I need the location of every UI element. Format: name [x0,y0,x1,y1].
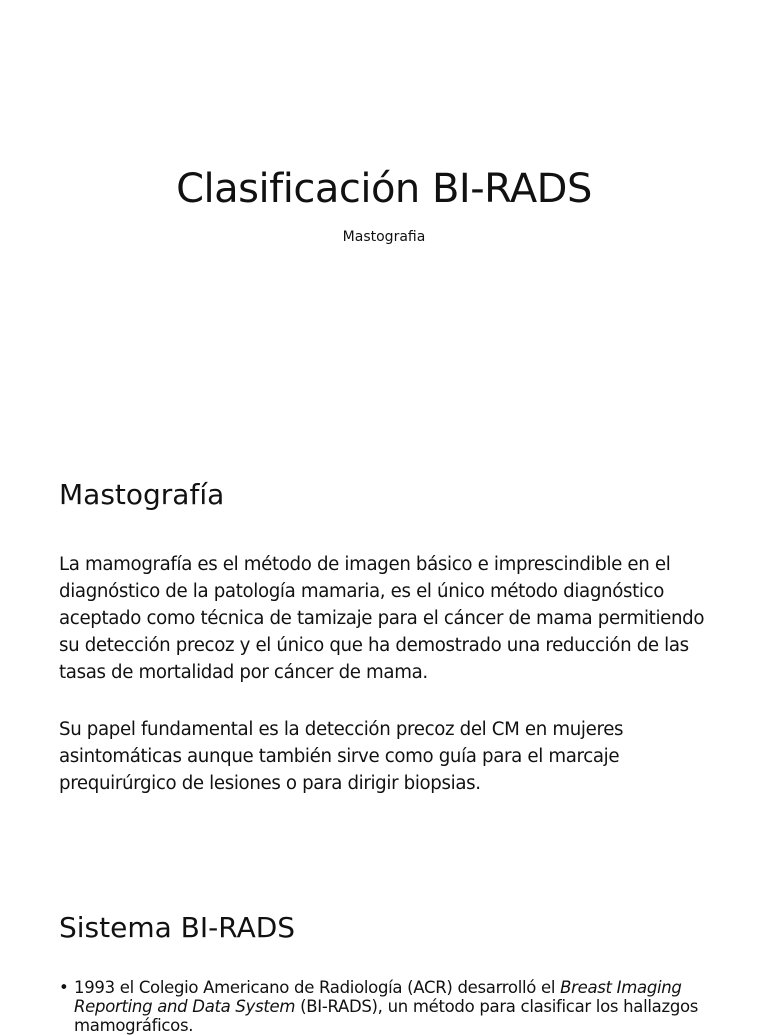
bullet-text: (BI-RADS), un método para clasificar los hallazgos mamográficos. [74,997,699,1035]
bullet-text-italic: Breast Imaging Reporting and Data System [74,978,682,1016]
presentation-subtitle: Mastografia [342,229,426,245]
slide-heading: Mastografía [59,478,225,511]
bullet-marker: • [59,978,69,997]
bullet-item [59,978,719,1035]
bullet-list [59,978,719,1035]
slide-mastografia [0,432,768,864]
body-paragraph-2: Su papel fundamental es la detección precoz del CM en mujeres asintomáticas aunque también sirve como guía para el marcaje prequirúrgico de lesiones o para dirigir biopsias. [59,719,624,794]
slide-title [0,0,768,432]
slide-heading: Sistema BI-RADS [59,911,296,944]
presentation-title: Clasificación BI-RADS [176,166,592,212]
slide-sistema-birads [0,864,768,1035]
bullet-text: 1993 el Colegio Americano de Radiología (ACR) desarrolló el [74,978,561,997]
body-paragraph-1: La mamografía es el método de imagen básico e imprescindible en el diagnóstico de la patología mamaria, es el único método diagnóstico aceptado como técnica de tamizaje para el cáncer de mama permitiendo su detección precoz y el único que ha demostrado una reducción de las tasas de mortalidad por cáncer de mama. [59,554,705,683]
